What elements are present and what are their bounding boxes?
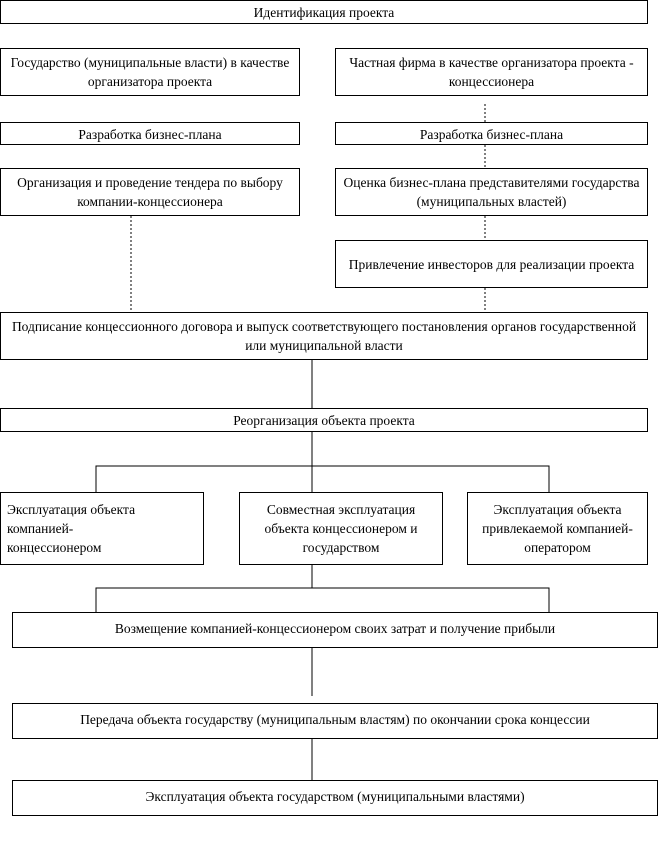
reorganization-label: Реорганизация объекта проекта xyxy=(233,413,415,428)
private-organizer-box xyxy=(335,48,648,96)
project-identification-box xyxy=(0,0,648,24)
private-business-plan-label: Разработка бизнес-плана xyxy=(419,127,564,142)
operation-option-operator-label: Эксплуатация объекта привлекаемой компанией-оператором xyxy=(482,502,633,555)
tender-label: Организация и проведение тендера по выбору компании-концессионера xyxy=(17,175,283,209)
tender-box xyxy=(0,168,300,216)
signing-label: Подписание концессионного договора и выпуск соответствующего постановления органов государственной или муниципальной власти xyxy=(11,319,637,353)
operation-option-joint-label: Совместная эксплуатация объекта концессионером и государством xyxy=(264,502,418,555)
state-business-plan-label: Разработка бизнес-плана xyxy=(78,127,222,142)
transfer-box xyxy=(12,703,658,739)
private-business-plan-box xyxy=(335,122,648,145)
operation-option-concessionaire-label: Эксплуатация объекта компанией-концессионером xyxy=(7,502,136,555)
operation-option-joint-box xyxy=(239,492,443,565)
private-organizer-label: Частная фирма в качестве организатора проекта - концессионера xyxy=(349,55,634,89)
evaluation-label: Оценка бизнес-плана представителями государства (муниципальных властей) xyxy=(343,175,640,209)
state-business-plan-box xyxy=(0,122,300,145)
state-organizer-label: Государство (муниципальные власти) в качестве организатора проекта xyxy=(10,55,290,89)
operation-option-concessionaire-box xyxy=(0,492,204,565)
options-bracket-bottom xyxy=(96,588,549,612)
final-operation-label: Эксплуатация объекта государством (муниципальными властями) xyxy=(145,789,525,804)
reorganization-box xyxy=(0,408,648,432)
investors-label: Привлечение инвесторов для реализации проекта xyxy=(348,256,635,272)
reimbursement-label: Возмещение компанией-концессионером своих затрат и получение прибыли xyxy=(114,621,556,636)
signing-box xyxy=(0,312,648,360)
evaluation-box xyxy=(335,168,648,216)
state-organizer-box xyxy=(0,48,300,96)
operation-option-operator-box xyxy=(467,492,648,565)
final-operation-box xyxy=(12,780,658,816)
options-bracket-top xyxy=(96,466,549,492)
project-identification-label: Идентификация проекта xyxy=(253,5,395,20)
reimbursement-box xyxy=(12,612,658,648)
transfer-label: Передача объекта государству (муниципальным властям) по окончании срока концессии xyxy=(80,712,590,727)
investors-box xyxy=(335,240,648,288)
